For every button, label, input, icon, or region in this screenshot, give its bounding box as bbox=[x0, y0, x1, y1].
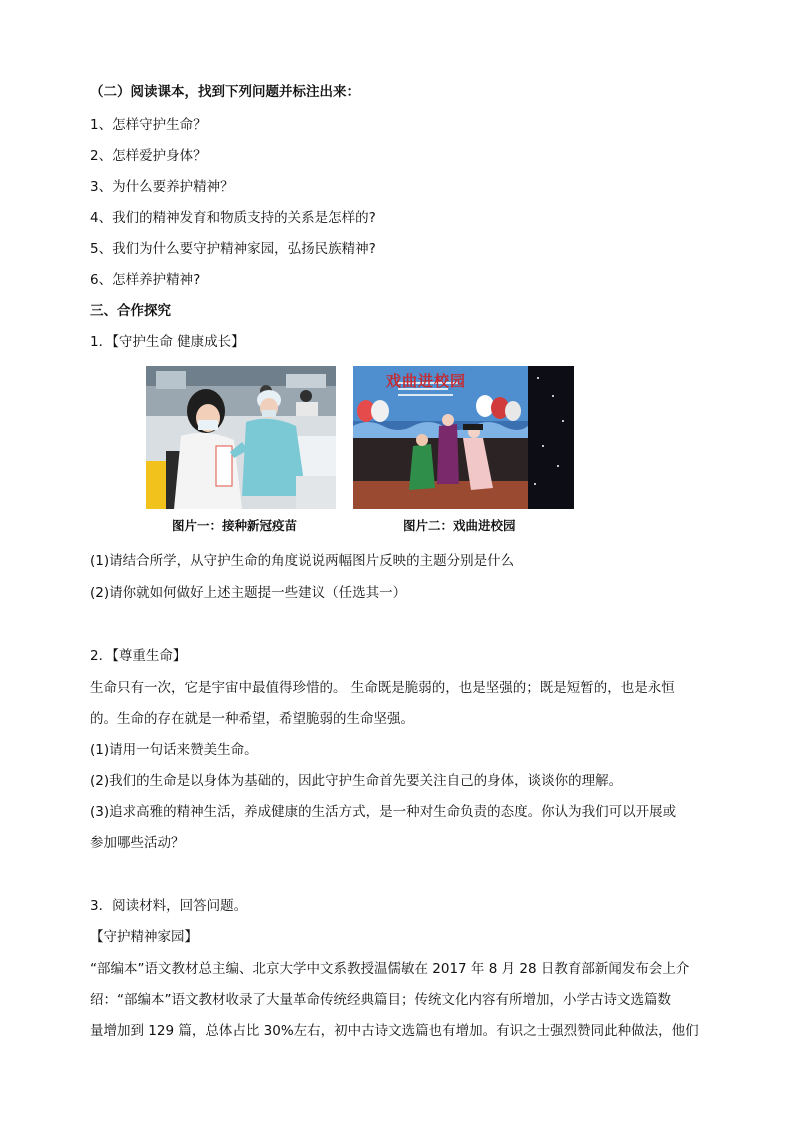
question-5: 5、我们为什么要守护精神家园，弘扬民族精神? bbox=[90, 241, 376, 257]
image2-caption: 图片二：戏曲进校园 bbox=[403, 518, 516, 533]
item1-title: 1．【守护生命 健康成长】 bbox=[90, 334, 245, 350]
opera-banner-title: 戏曲进校园 bbox=[386, 372, 467, 390]
question-6: 6、怎样养护精神? bbox=[90, 272, 201, 288]
item3-text-line-2: 绍：“部编本”语文教材收录了大量革命传统经典篇目；传统文化内容有所增加，小学古诗文选篇数 bbox=[90, 992, 671, 1008]
item2-question-1: (1)请用一句话来赞美生命。 bbox=[90, 742, 258, 758]
section3-heading: 三、合作探究 bbox=[90, 303, 171, 319]
item1-question-1: (1)请结合所学，从守护生命的角度说说两幅图片反映的主题分别是什么 bbox=[90, 553, 515, 569]
section2-heading: （二）阅读课本，找到下列问题并标注出来： bbox=[90, 84, 360, 100]
question-1: 1、怎样守护生命？ bbox=[90, 117, 207, 133]
question-3: 3、为什么要养护精神？ bbox=[90, 179, 234, 195]
question-4: 4、我们的精神发育和物质支持的关系是怎样的? bbox=[90, 210, 376, 226]
item2-question-3-line-1: (3)追求高雅的精神生活，养成健康的生活方式，是一种对生命负责的态度。你认为我们可以开展或 bbox=[90, 804, 677, 820]
vaccination-photo bbox=[146, 366, 336, 509]
item2-text-line-2: 的。生命的存在就是一种希望，希望脆弱的生命坚强。 bbox=[90, 711, 414, 727]
item2-question-3-line-2: 参加哪些活动？ bbox=[90, 835, 185, 851]
image1-caption: 图片一：接种新冠疫苗 bbox=[172, 518, 298, 533]
item3-text-line-1: “部编本”语文教材总主编、北京大学中文系教授温儒敏在 2017 年 8 月 28 日教育部新闻发布会上介 bbox=[90, 961, 690, 977]
item2-question-2: (2)我们的生命是以身体为基础的，因此守护生命首先要关注自己的身体，谈谈你的理解。 bbox=[90, 773, 623, 789]
opera-photo bbox=[353, 366, 574, 509]
item3-text-line-3: 量增加到 129 篇，总体占比 30%左右，初中古诗文选篇也有增加。有识之士强烈赞同此种做法，他们 bbox=[90, 1023, 699, 1039]
question-2: 2、怎样爱护身体？ bbox=[90, 148, 207, 164]
item3-subtitle: 【守护精神家园】 bbox=[90, 929, 198, 945]
item1-question-2: (2)请你就如何做好上述主题提一些建议（任选其一） bbox=[90, 585, 407, 601]
item2-title: 2．【尊重生命】 bbox=[90, 648, 187, 664]
item3-title: 3．阅读材料，回答问题。 bbox=[90, 898, 248, 914]
item2-text-line-1: 生命只有一次，它是宇宙中最值得珍惜的。 生命既是脆弱的，也是坚强的；既是短暂的，也是永恒 bbox=[90, 680, 675, 696]
